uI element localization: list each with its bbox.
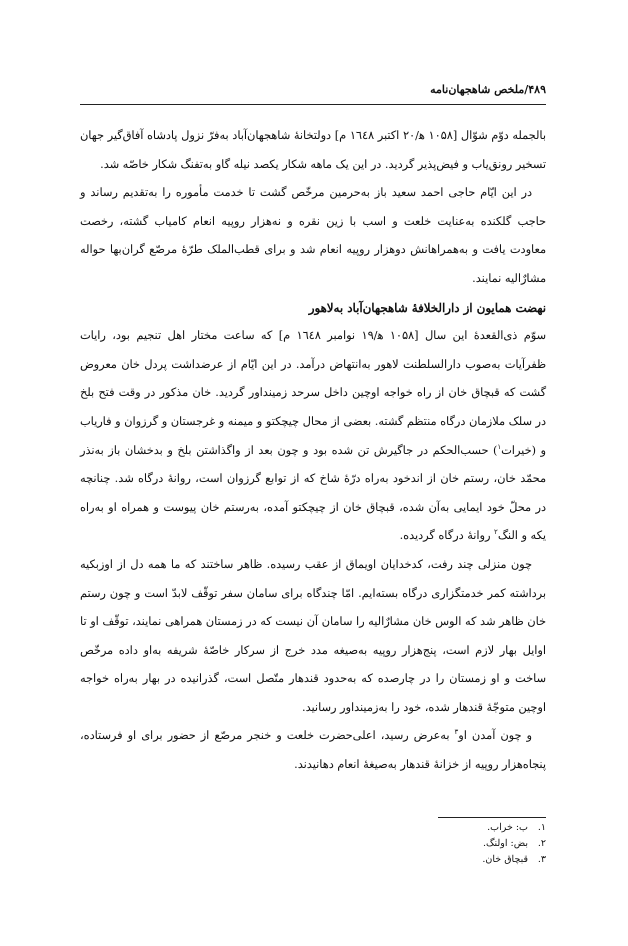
paragraph-3-part-b: ) حسب‌الحکم در جاگیرش تن شده بود و چون بعد از واگذاشتن بلخ و بدخشان باز به‌نذر محمّد خان، رستم خان از اندخود به‌راه درّهٔ شاخ که از توابع گرزوان است، روانهٔ درگاه شد. چنانچه در محلّ خود ایمایی به‌آن شده، قبچاق خان از چیچکتو آمده، به‌رستم خان پیوست و همراه او به‌راه یکه و النگ — [80, 443, 546, 543]
paragraph-5-part-b: به‌عرض رسید، اعلی‌حضرت خلعت و خنجر مرصّع از حضور برای او فرستاده، پنجاه‌هزار روپیه از خزانهٔ قندهار به‌صیغهٔ انعام دهانیدند. — [80, 729, 546, 772]
footnote-text: قبچاق خان. — [482, 854, 528, 865]
running-head: ۴۸۹/ملخص شاهجهان‌نامه — [430, 83, 546, 96]
paragraph-2: در این ایّام حاجی احمد سعید باز به‌حرمین مرخّص گشت تا خدمت مأموره را به‌تقدیم رساند و حاجب گلکنده به‌عنایت خلعت و اسب با زین نقره و نه‌هزار روپیه انعام کامیاب گشته، رخصت معاودت یافت و به‌همراهانش دوهزار روپیه انعام شد و برای قطب‌الملک طرّهٔ مرصّع گران‌بها حواله مشارٌالیه نمایند. — [80, 186, 546, 285]
paragraph-5 — [80, 722, 546, 779]
footnote-text: بض: اولنگ. — [482, 838, 528, 849]
header-rule — [80, 104, 546, 105]
paragraph-3 — [80, 322, 546, 551]
footnote-ref-2[interactable]: ۲ — [494, 528, 498, 537]
section-heading: نهضت همایون از دارالخلافهٔ شاهجهان‌آباد به‌لاهور — [308, 300, 546, 315]
footnote-number: ۲. — [537, 838, 546, 849]
footnote-number: ۱. — [537, 822, 546, 833]
paragraph-3-part-c: روانهٔ درگاه گردیده. — [399, 529, 495, 543]
footnote-rule — [438, 817, 546, 818]
footnote-ref-1[interactable]: ۱ — [497, 442, 502, 451]
footnote-3 — [482, 852, 546, 868]
footnote-text: ب: خراب. — [487, 822, 528, 833]
paragraph-4: چون منزلی چند رفت، کدخدایان اویماق از عقب رسیده. ظاهر ساختند که ما همه دل از اوزبکیه برداشته کمر خدمتگزاری درگاه بسته‌ایم. امّا چندگاه برای سامان سفر توقّف لابدّ است و چون رستم خان ظاهر شد که الوس خان مشارٌالیه را سامان آن نیست که در زمستان همراهی نمایند، توقّف او تا اوایل بهار لازم است، پنج‌هزار روپیه به‌صیغه مدد خرج از سرکار خاصّهٔ شریفه به‌او داده مرخّص ساخت و او زمستان را در چارصده که به‌حدود قندهار متّصل است، گذرانیده در بهار به‌راه خواجه اوچین متوجّهٔ قندهار شده، خود را به‌زمینداور رسانید. — [80, 557, 546, 714]
footnote-ref-3[interactable]: ۳ — [454, 728, 459, 737]
paragraph-1: بالجمله دوّم شوّال [۱۰۵۸ ﻫ/۲۰ اکتبر ۱٦٤٨ م] دولتخانهٔ شاهجهان‌آباد به‌فرّ نزول پادشاه آفاق‌گیر جهان تسخیر رونق‌یاب و فیض‌پذیر گردید. در این یک ماهه شکار یکصد نیله گاو به‌تفنگ شکار خاصّه شد. — [80, 129, 546, 171]
paragraph-5-part-a: و چون آمدن او — [458, 729, 532, 743]
paragraph-3-part-a: سوّم ذی‌القعدهٔ این سال [۱۰۵۸ ﻫ/۱۹ نوامبر ۱٦٤٨ م] که ساعت مختار اهل تنجیم بود، رایات ظفرآیات به‌صوب دارالسلطنت لاهور به‌انتهاض درآمد. در این ایّام از عرضداشت پردل خان معروض گشت که قبچاق خان از راه خواجه اوچین داخل سرحد زمینداور گردید. خان مذکور در وقت فتح بلخ در سلک ملازمان درگاه منتظم گشته. بعضی از محال چیچکتو و میمنه و غرجستان و گرزوان و فاریاب و (خیرات — [80, 329, 546, 457]
footnote-1 — [482, 820, 546, 836]
footnotes — [482, 820, 546, 868]
main-text — [80, 122, 546, 780]
footnote-number: ۳. — [537, 854, 546, 865]
footnote-2 — [482, 836, 546, 852]
